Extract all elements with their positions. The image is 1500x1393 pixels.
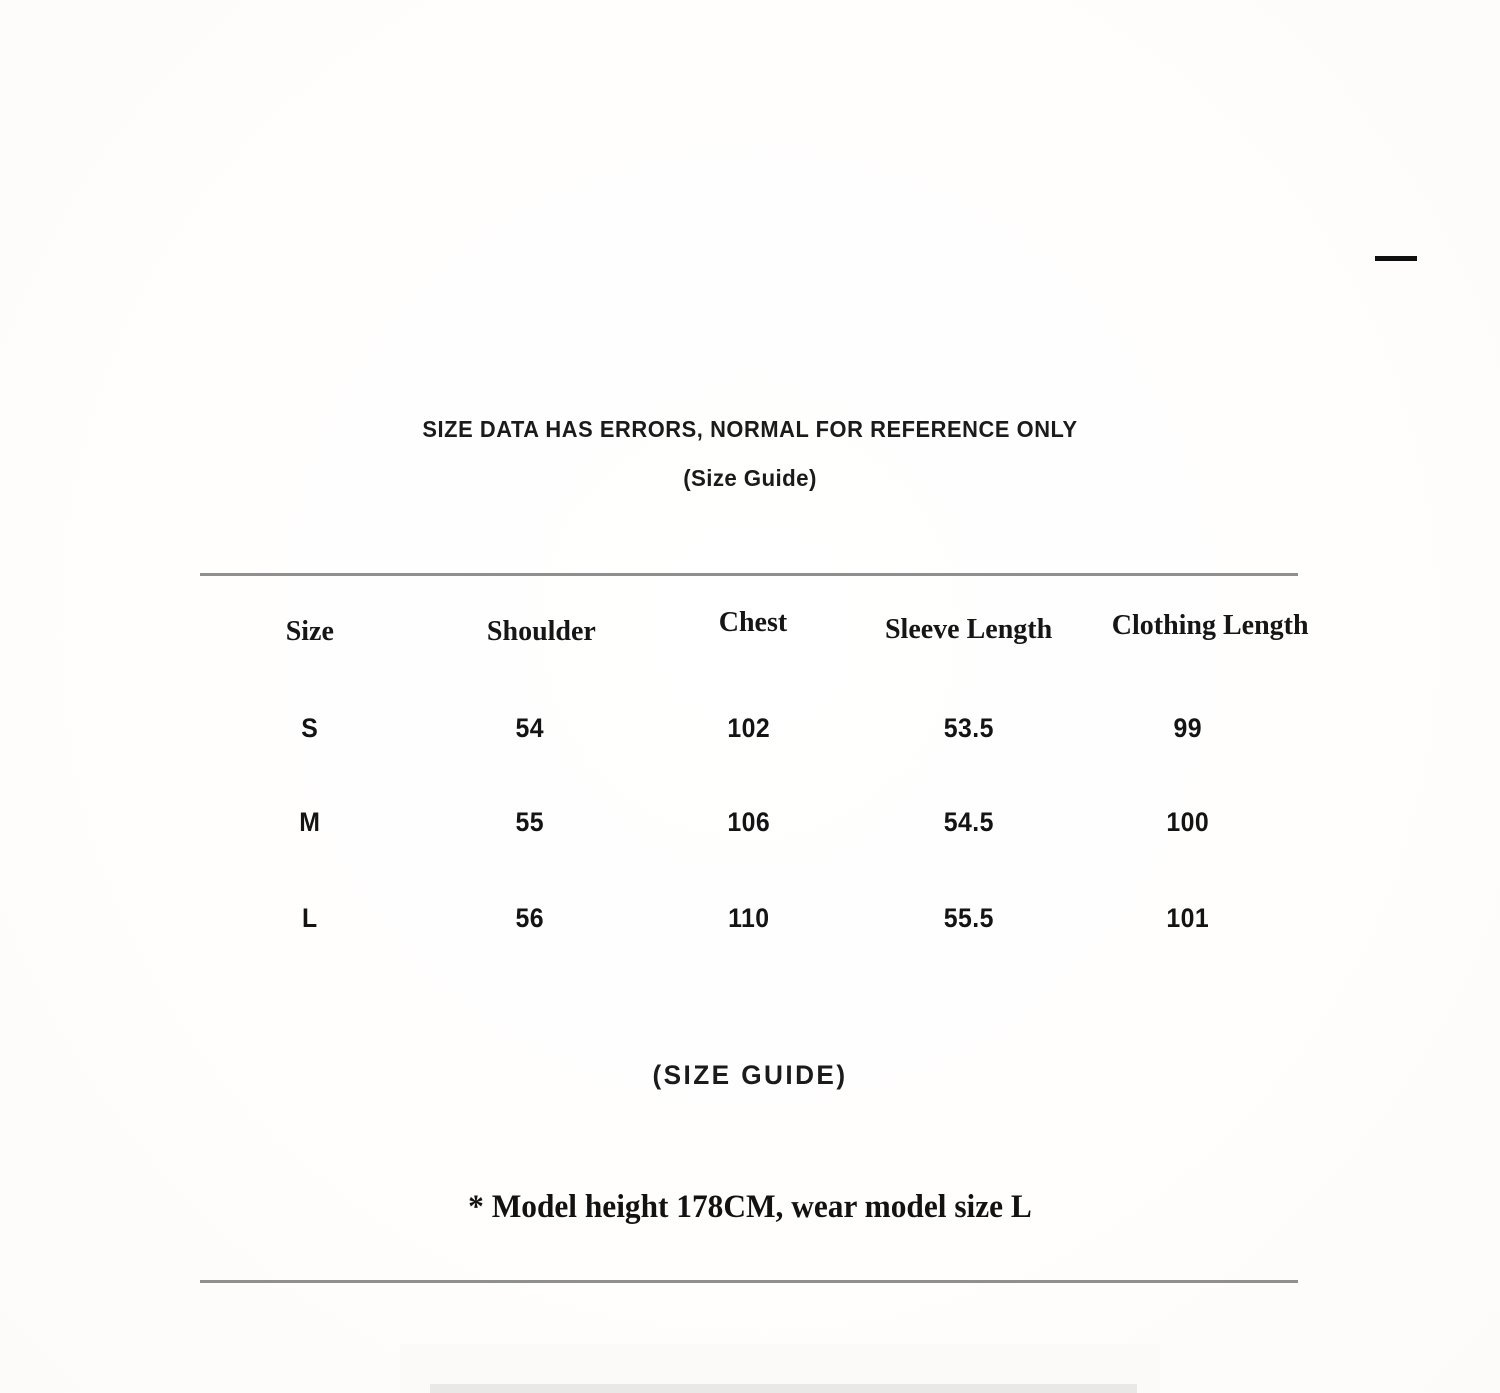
- table-row-size-m: [200, 790, 1298, 854]
- cell-size: L: [301, 902, 318, 933]
- cell-sleeve-length: 53.5: [943, 712, 994, 743]
- cell-size: S: [301, 712, 319, 743]
- cell-sleeve-length: 54.5: [943, 806, 994, 837]
- cell-shoulder: 54: [515, 712, 544, 743]
- model-size-note: * Model height 178CM, wear model size L: [468, 1189, 1032, 1225]
- size-guide-caption: (SIZE GUIDE): [652, 1060, 848, 1090]
- divider-bottom: [200, 1280, 1298, 1283]
- cell-clothing-length: 101: [1166, 902, 1210, 933]
- table-row-size-s: [200, 696, 1298, 760]
- page-title: SIZE DATA HAS ERRORS, NORMAL FOR REFERENCE ONLY: [422, 416, 1078, 442]
- divider-top: [200, 573, 1298, 576]
- size-table-header-row: [200, 600, 1309, 664]
- cell-clothing-length: 99: [1173, 712, 1203, 743]
- page-subtitle: (Size Guide): [683, 465, 817, 491]
- cell-size: M: [299, 806, 321, 837]
- cell-shoulder: 56: [515, 902, 544, 933]
- column-header-size: Size: [285, 616, 334, 647]
- cell-chest: 102: [727, 712, 771, 743]
- cell-sleeve-length: 55.5: [943, 902, 994, 933]
- column-header-shoulder: Shoulder: [486, 616, 596, 647]
- next-image-preview-band: [400, 1344, 1160, 1393]
- cell-shoulder: 55: [515, 806, 544, 837]
- cell-chest: 106: [727, 806, 771, 837]
- column-header-chest: Chest: [718, 607, 788, 638]
- column-header-sleeve-length: Sleeve Length: [884, 614, 1053, 645]
- decorative-dash: [1375, 256, 1417, 261]
- table-row-size-l: [200, 886, 1298, 950]
- cell-chest: 110: [728, 902, 770, 933]
- cell-clothing-length: 100: [1166, 806, 1210, 837]
- column-header-clothing-length: Clothing Length: [1111, 610, 1309, 641]
